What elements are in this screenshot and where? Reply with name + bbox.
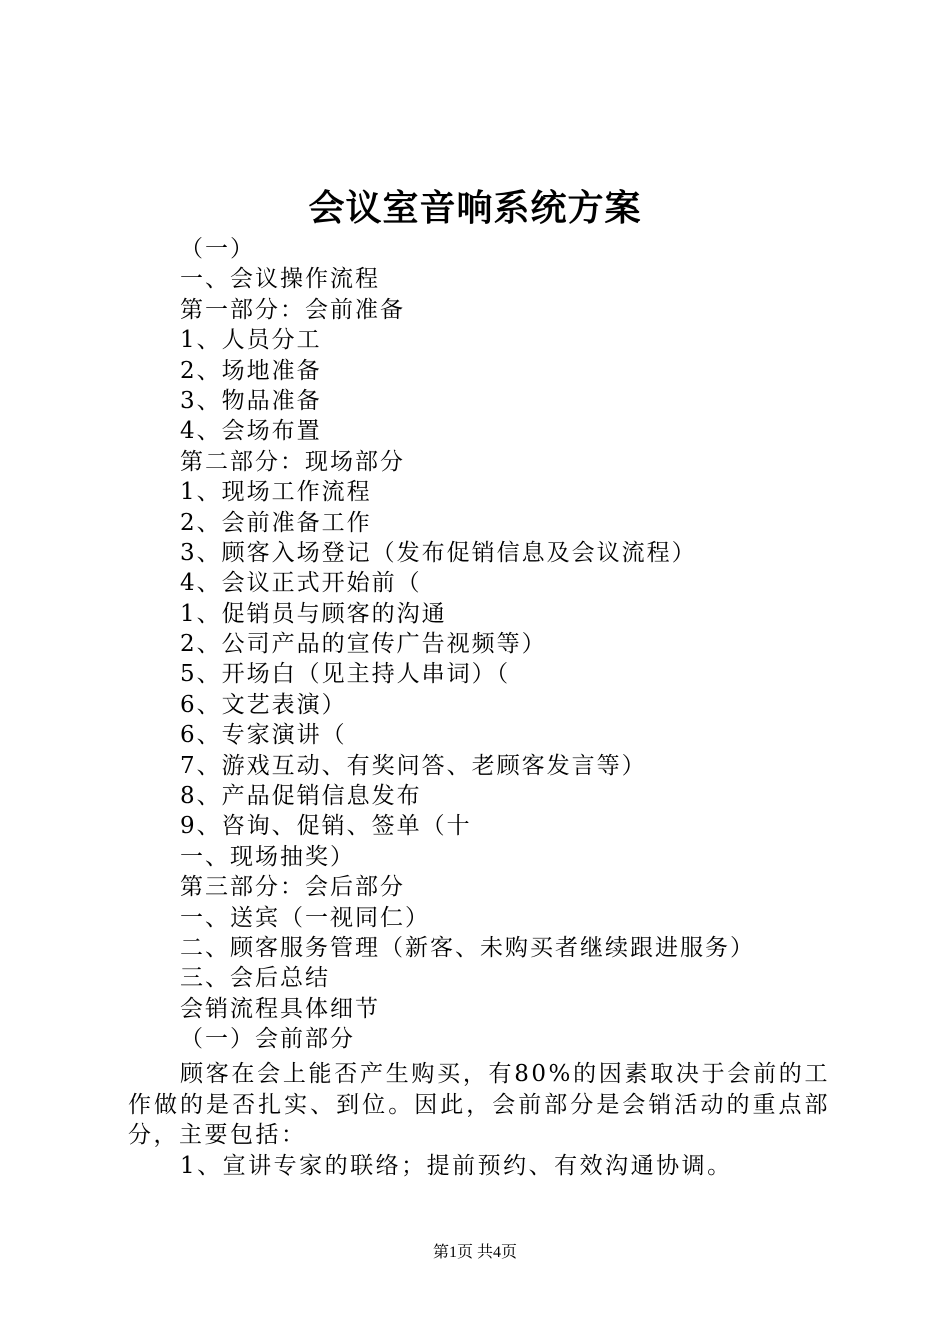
outline-line: 会销流程具体细节 <box>180 995 380 1022</box>
outline-line: 2、公司产品的宣传广告视频等） <box>180 631 547 658</box>
outline-line: 第一部分：会前准备 <box>180 296 405 323</box>
page-number-footer: 第1页 共4页 <box>432 1244 517 1261</box>
outline-line: 5、开场白（见主持人串词）（ <box>180 661 511 688</box>
outline-line: 第三部分：会后部分 <box>180 874 405 901</box>
outline-line: 3、顾客入场登记（发布促销信息及会议流程） <box>180 539 697 566</box>
outline-line: （一）会前部分 <box>180 1026 355 1053</box>
outline-line: 一、现场抽奖） <box>180 843 355 870</box>
outline-line: （一） <box>180 236 255 262</box>
outline-line: 二、顾客服务管理（新客、未购买者继续跟进服务） <box>180 934 755 961</box>
outline-line: 三、会后总结 <box>180 965 330 992</box>
body-paragraph: 顾客在会上能否产生购买，有80%的因素取决于会前的工作做的是否扎实、到位。因此，会前部分是会销活动的重点部分，主要包括： <box>128 1061 830 1148</box>
outline-line: 3、物品准备 <box>180 387 322 414</box>
body-paragraph: 1、宣讲专家的联络；提前预约、有效沟通协调。 <box>180 1153 733 1179</box>
outline-line: 一、会议操作流程 <box>180 266 380 293</box>
outline-line: 1、现场工作流程 <box>180 479 372 506</box>
outline-line: 9、咨询、促销、签单（十 <box>180 813 472 840</box>
outline-line: 8、产品促销信息发布 <box>180 783 422 810</box>
document-title: 会议室音响系统方案 <box>308 187 642 229</box>
outline-list <box>180 234 880 1055</box>
outline-line: 6、专家演讲（ <box>180 722 347 749</box>
outline-line: 1、人员分工 <box>180 327 322 354</box>
outline-line: 第二部分：现场部分 <box>180 448 405 475</box>
outline-line: 7、游戏互动、有奖问答、老顾客发言等） <box>180 752 647 779</box>
outline-line: 一、送宾（一视同仁） <box>180 904 430 931</box>
outline-line: 4、会场布置 <box>180 418 322 445</box>
outline-line: 1、促销员与顾客的沟通 <box>180 600 447 627</box>
outline-line: 2、场地准备 <box>180 357 322 384</box>
outline-line: 2、会前准备工作 <box>180 509 372 536</box>
outline-line: 4、会议正式开始前（ <box>180 570 422 597</box>
outline-line: 6、文艺表演） <box>180 691 347 718</box>
